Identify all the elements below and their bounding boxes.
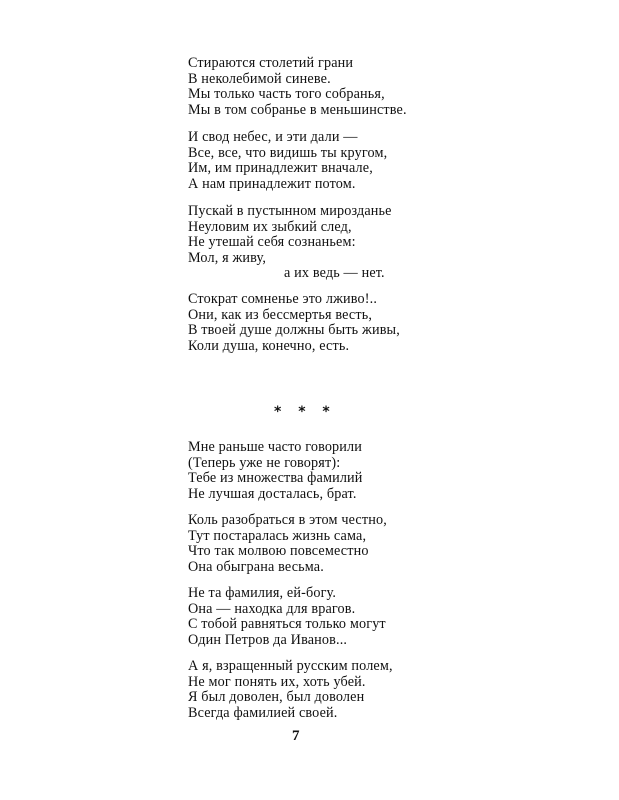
- poem-line: Не утешай себя сознаньем:: [188, 234, 356, 251]
- poem-line: В неколебимой синеве.: [188, 70, 331, 87]
- poem-line: Стираются столетий грани: [188, 55, 354, 71]
- poem1-stanza-1: [188, 56, 488, 118]
- poem-line: Я был доволен, был доволен: [188, 689, 365, 706]
- poem-line-indented: а их ведь — нет.: [284, 265, 385, 282]
- poem-line: Мы только часть того собранья,: [188, 86, 385, 103]
- poem-line: Один Петров да Иванов...: [188, 631, 348, 648]
- poem-line: Не мог понять их, хоть убей.: [188, 673, 366, 690]
- poem1-stanza-3: [188, 204, 488, 282]
- poem2-stanza-3: [188, 586, 488, 648]
- poem-line: Все, все, что видишь ты кругом,: [188, 144, 388, 161]
- poem-line: Мне раньше часто говорили: [188, 439, 363, 455]
- poem-line: И свод небес, и эти дали —: [188, 129, 358, 145]
- poem-separator: * * *: [274, 404, 336, 420]
- page-number: 7: [292, 728, 300, 744]
- poem1-stanza-4: [188, 292, 488, 354]
- poem-line: Не та фамилия, ей-богу.: [188, 585, 337, 601]
- poem-line: Стократ сомненье это лживо!..: [188, 291, 378, 307]
- poem-line: Она — находка для врагов.: [188, 600, 356, 617]
- poem-line: Им, им принадлежит вначале,: [188, 160, 373, 177]
- poem-line: Не лучшая досталась, брат.: [188, 485, 357, 502]
- poem-line: Пускай в пустынном мирозданье: [188, 203, 392, 219]
- poem-line: Неуловим их зыбкий след,: [188, 218, 352, 235]
- poem-line: Они, как из бессмертья весть,: [188, 306, 373, 323]
- poem-line: Тут постаралась жизнь сама,: [188, 527, 367, 544]
- poem-line: Она обыграна весьма.: [188, 558, 324, 575]
- poem-line: Мол, я живу,: [188, 249, 267, 266]
- poem-line: Что так молвою повсеместно: [188, 543, 369, 560]
- poem-line: А я, взращенный русским полем,: [188, 658, 393, 674]
- poem-line: С тобой равняться только могут: [188, 616, 386, 633]
- poem-line: Мы в том собранье в меньшинстве.: [188, 101, 407, 118]
- poem2-stanza-4: [188, 659, 488, 721]
- poem-line: А нам принадлежит потом.: [188, 175, 356, 192]
- poem-line: Тебе из множества фамилий: [188, 470, 363, 487]
- poem-line: Коль разобраться в этом честно,: [188, 512, 387, 528]
- poem1-stanza-2: [188, 130, 488, 192]
- poem2-stanza-2: [188, 513, 488, 575]
- poem-line: (Теперь уже не говорят):: [188, 454, 341, 471]
- poem2-stanza-1: [188, 440, 488, 502]
- poem-line: Всегда фамилией своей.: [188, 704, 338, 721]
- poem-line: Коли душа, конечно, есть.: [188, 337, 350, 354]
- poem-line: В твоей душе должны быть живы,: [188, 322, 400, 339]
